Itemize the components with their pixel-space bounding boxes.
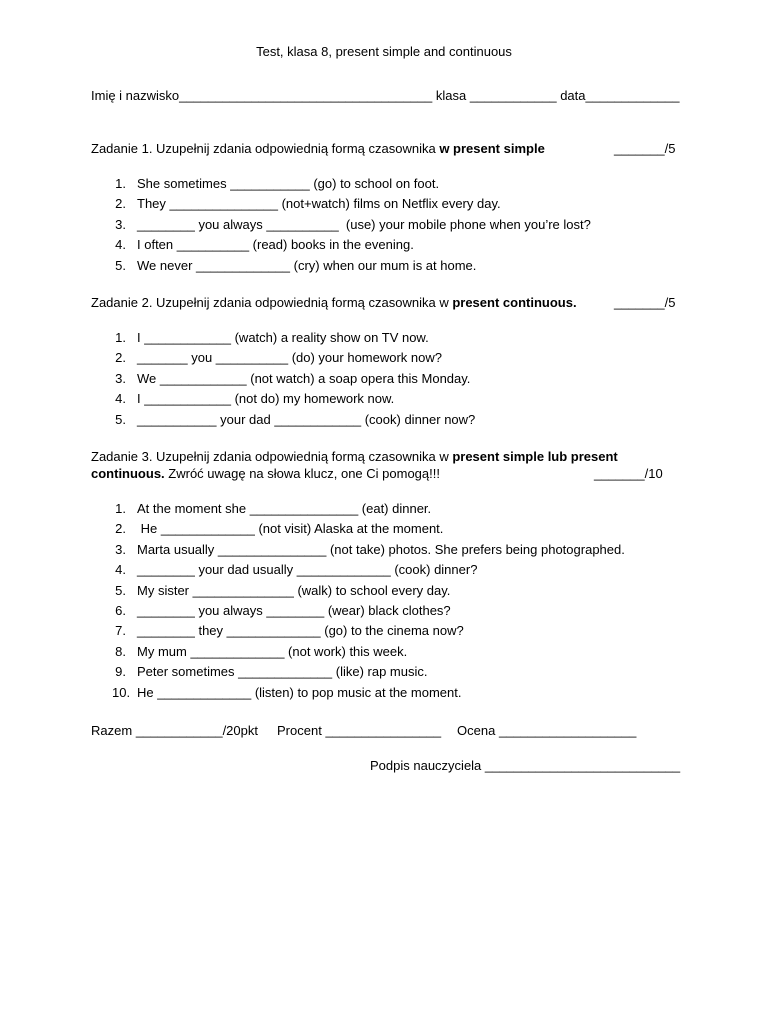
item-text: ________ you always __________ (use) your mobile phone when you’re lost? bbox=[137, 216, 591, 232]
item-number: 2. bbox=[115, 350, 126, 366]
name-label: Imię i nazwisko bbox=[91, 88, 180, 103]
item-text: My sister ______________ (walk) to school every day. bbox=[137, 582, 451, 598]
task3-heading-text: Zadanie 3. Uzupełnij zdania odpowiednią formą czasownika w bbox=[91, 449, 453, 464]
task2-heading-bold: present continuous. bbox=[452, 295, 577, 310]
item-text: She sometimes ___________ (go) to school on foot. bbox=[137, 176, 440, 191]
page-title: Test, klasa 8, present simple and continuous bbox=[256, 44, 512, 59]
percent-field bbox=[277, 723, 441, 739]
name-blank: ___________________________________ bbox=[179, 88, 433, 103]
task1-heading bbox=[91, 141, 545, 157]
date-label: data bbox=[560, 88, 586, 103]
item-number: 1. bbox=[115, 330, 126, 345]
item-text: ________ your dad usually _____________ (cook) dinner? bbox=[137, 562, 478, 578]
item-text: I often __________ (read) books in the evening. bbox=[137, 237, 414, 253]
item-text: They _______________ (not+watch) films on Netflix every day. bbox=[137, 196, 501, 212]
total-field bbox=[91, 723, 258, 739]
item-text: I ____________ (watch) a reality show on TV now. bbox=[137, 330, 429, 345]
student-info-row bbox=[91, 88, 680, 104]
task1-score: _______/5 bbox=[614, 141, 676, 156]
task3-heading-bold: present simple lub present bbox=[452, 449, 618, 464]
grade-field bbox=[457, 723, 636, 739]
item-text: Marta usually _______________ (not take) photos. She prefers being photographed. bbox=[137, 541, 625, 557]
signature-field bbox=[370, 758, 680, 774]
item-text: I ____________ (not do) my homework now. bbox=[137, 391, 395, 407]
grade-blank: ___________________ bbox=[498, 723, 637, 738]
total-value: ____________/20pkt bbox=[135, 723, 258, 738]
item-number: 5. bbox=[115, 257, 126, 273]
item-number: 8. bbox=[115, 643, 126, 659]
task1-heading-bold: w present simple bbox=[439, 141, 545, 156]
item-number: 4. bbox=[115, 237, 126, 253]
grade-label: Ocena bbox=[457, 723, 496, 738]
signature-blank: ___________________________ bbox=[484, 758, 681, 773]
item-text: He _____________ (listen) to pop music at the moment. bbox=[137, 684, 462, 700]
class-label: klasa bbox=[435, 88, 467, 103]
item-text: _______ you __________ (do) your homework now? bbox=[137, 350, 442, 366]
task3-score: _______/10 bbox=[594, 466, 663, 481]
task3-heading bbox=[91, 449, 618, 465]
item-text: ________ they _____________ (go) to the cinema now? bbox=[137, 623, 464, 639]
item-number: 3. bbox=[115, 370, 126, 386]
item-number: 7. bbox=[115, 623, 126, 639]
item-number: 4. bbox=[115, 562, 126, 578]
date-blank: _____________ bbox=[585, 88, 680, 103]
percent-label: Procent bbox=[277, 723, 322, 738]
item-text: My mum _____________ (not work) this week. bbox=[137, 643, 408, 659]
item-text: ________ you always ________ (wear) black clothes? bbox=[137, 602, 451, 618]
item-number: 1. bbox=[115, 176, 126, 191]
task3-heading2-text: Zwróć uwagę na słowa klucz, one Ci pomogą!!! bbox=[164, 466, 440, 481]
task3-heading2-bold: continuous. bbox=[91, 466, 165, 481]
task3-heading-line2 bbox=[91, 466, 440, 482]
item-number: 6. bbox=[115, 602, 126, 618]
item-number: 2. bbox=[115, 521, 126, 537]
item-text: We ____________ (not watch) a soap opera this Monday. bbox=[137, 370, 471, 386]
item-text: We never _____________ (cry) when our mum is at home. bbox=[137, 257, 477, 273]
task2-heading bbox=[91, 295, 577, 311]
total-label: Razem bbox=[91, 723, 133, 738]
item-number: 4. bbox=[115, 391, 126, 407]
task2-heading-text: Zadanie 2. Uzupełnij zdania odpowiednią formą czasownika w bbox=[91, 295, 453, 310]
item-number: 5. bbox=[115, 411, 126, 427]
item-number: 10. bbox=[112, 684, 131, 700]
item-number: 5. bbox=[115, 582, 126, 598]
item-text: ___________ your dad ____________ (cook) dinner now? bbox=[137, 411, 476, 427]
class-blank: ____________ bbox=[469, 88, 557, 103]
signature-label: Podpis nauczyciela bbox=[370, 758, 482, 773]
percent-blank: ________________ bbox=[325, 723, 442, 738]
item-number: 1. bbox=[115, 501, 126, 516]
task1-heading-text: Zadanie 1. Uzupełnij zdania odpowiednią formą czasownika bbox=[91, 141, 440, 156]
item-number: 3. bbox=[115, 216, 126, 232]
item-text: He _____________ (not visit) Alaska at the moment. bbox=[137, 521, 444, 537]
item-text: At the moment she _______________ (eat) dinner. bbox=[137, 501, 432, 516]
item-number: 9. bbox=[115, 664, 126, 680]
item-number: 3. bbox=[115, 541, 126, 557]
task2-score: _______/5 bbox=[614, 295, 676, 310]
item-number: 2. bbox=[115, 196, 126, 212]
item-text: Peter sometimes _____________ (like) rap music. bbox=[137, 664, 428, 680]
